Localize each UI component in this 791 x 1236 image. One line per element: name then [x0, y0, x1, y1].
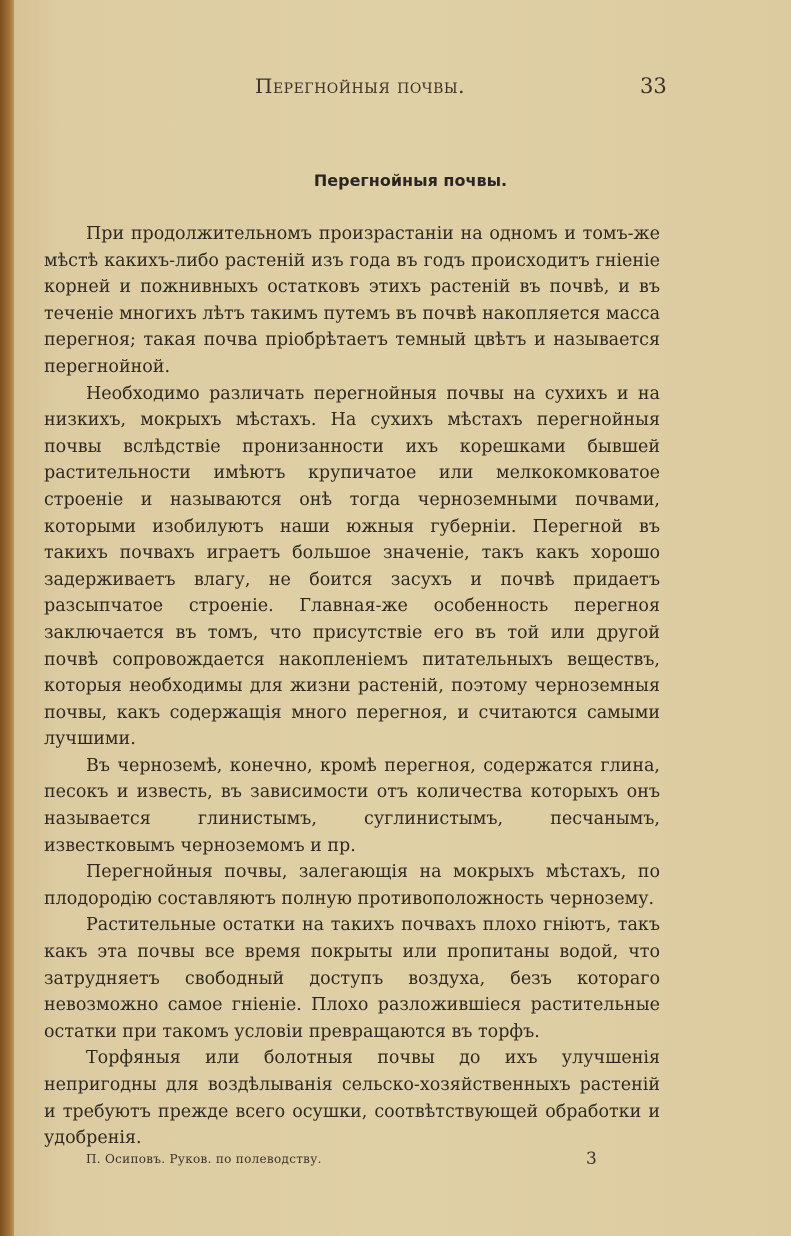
signature-mark: 3	[586, 1149, 597, 1169]
footer-author-line: П. Осиповъ. Руков. по полеводству.	[86, 1152, 322, 1166]
running-title: Перегнойныя почвы.	[255, 74, 466, 98]
page-footer	[0, 1149, 791, 1176]
paragraph: При продолжительномъ произрастанiи на одномъ и томъ-же мѣстѣ какихъ-либо растенiй изъ года въ годъ происходитъ гнiенiе корней и пожнивныхъ остатковъ этихъ растенiй въ почвѣ, и въ теченiе многихъ лѣтъ такимъ путемъ въ почвѣ накопляется масса перегноя; такая почва прiобрѣтаетъ темный цвѣтъ и называется перегнойной.	[44, 224, 660, 377]
body-text	[44, 221, 660, 1152]
section-title: Перегнойныя почвы.	[313, 171, 508, 190]
running-head	[0, 74, 791, 104]
paragraph: Растительные остатки на такихъ почвахъ плохо гнiютъ, такъ какъ эта почвы все время покрыты или пропитаны водой, что затрудняетъ свободный доступъ воздуха, безъ котораго невозможно самое гнiенiе. Плохо разложившiеся растительные остатки при такомъ условiи превращаются въ торфъ.	[44, 915, 660, 1042]
paragraph: Въ черноземѣ, конечно, кромѣ перегноя, содержатся глина, песокъ и известь, въ зависимости отъ количества которыхъ онъ называется глинистымъ, суглинистымъ, песчанымъ, известковымъ черноземомъ и пр.	[44, 755, 660, 856]
page-number: 33	[640, 74, 667, 98]
paragraph: Перегнойныя почвы, залегающiя на мокрыхъ мѣстахъ, по плодородiю составляютъ полную противоположность чернозему.	[44, 862, 660, 909]
paragraph: Торфяныя или болотныя почвы до ихъ улучшенiя непригодны для воздѣлыванiя сельско-хозяйственныхъ растенiй и требуютъ прежде всего осушки, соотвѣтствующей обработки и удобренiя.	[44, 1048, 660, 1149]
paragraph: Необходимо различать перегнойныя почвы на сухихъ и на низкихъ, мокрыхъ мѣстахъ. На сухихъ мѣстахъ перегнойныя почвы вслѣдствiе пронизанности ихъ корешками бывшей растительности имѣютъ крупичатое или мелкокомковатое строенiе и называются онѣ тогда черноземными почвами, которыми изобилуютъ наши южныя губернiи. Перегной въ такихъ почвахъ играетъ большое значенiе, такъ какъ хорошо задерживаетъ влагу, не боится засухъ и почвѣ придаетъ разсыпчатое строенiе. Главная-же особенность перегноя заключается въ томъ, что присутствiе его въ той или другой почвѣ сопровождается накопленiемъ питательныхъ веществъ, которыя необходимы для жизни растенiй, поэтому черноземныя почвы, какъ содержащiя много перегноя, и считаются самыми лучшими.	[44, 383, 660, 750]
